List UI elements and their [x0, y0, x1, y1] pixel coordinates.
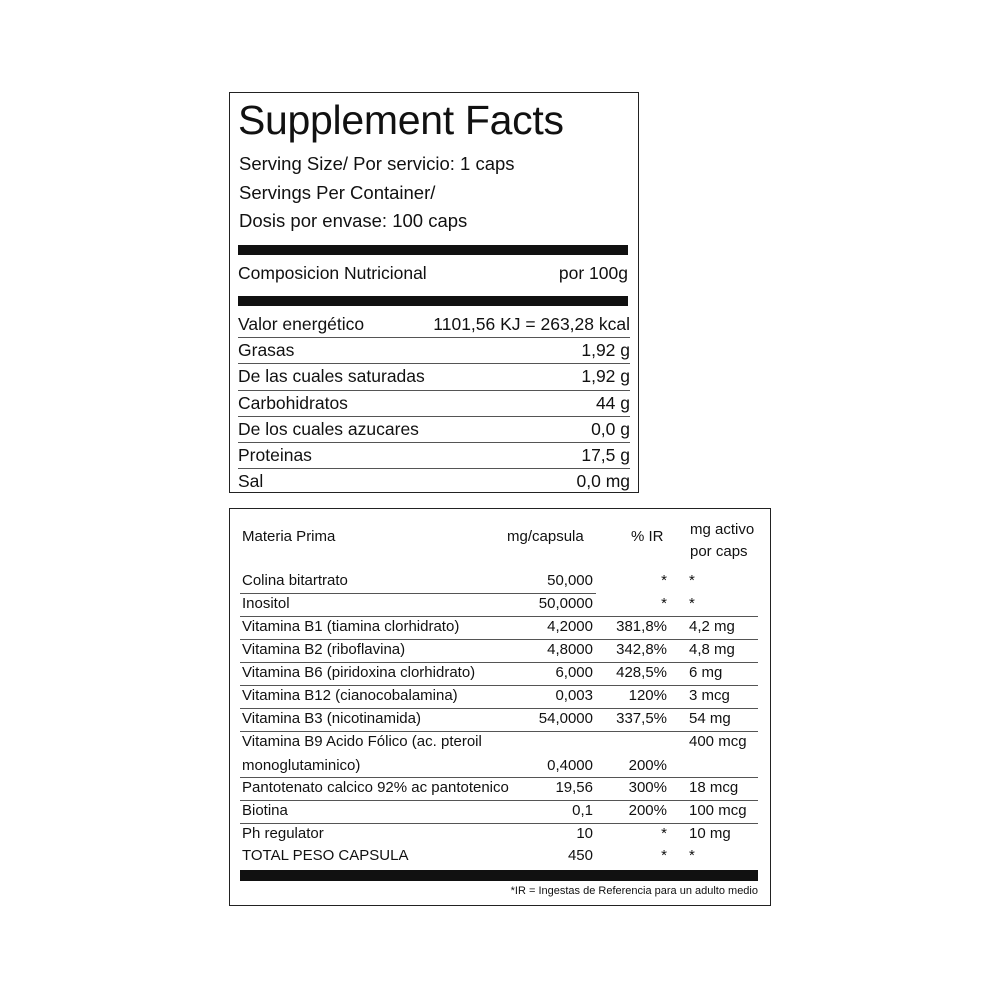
nutrient-name: De las cuales saturadas [238, 366, 425, 387]
ingredient-name: monoglutaminico) [242, 757, 361, 774]
nutrient-value: 44 g [595, 392, 630, 413]
ingredient-activo: 100 mcg [689, 802, 747, 819]
ingredient-activo: 400 mcg [689, 733, 747, 750]
composition-unit: por 100g [558, 263, 628, 283]
ingredient-name: Vitamina B9 Acido Fólico (ac. pteroil [242, 733, 482, 750]
facts-title: Supplement Facts [238, 97, 564, 143]
nutrient-name: Sal [238, 471, 264, 492]
ingredient-ir: 428,5% [616, 664, 667, 681]
ingredient-name: Inositol [242, 595, 290, 612]
ingredient-mg: 50,000 [547, 572, 593, 589]
ingredient-name: Vitamina B1 (tiamina clorhidrato) [242, 618, 460, 635]
ingredient-ir: 342,8% [616, 641, 667, 658]
ingredient-mg: 4,2000 [547, 618, 593, 635]
header-mg-capsula: mg/capsula [507, 528, 584, 545]
ingredient-name: Vitamina B3 (nicotinamida) [242, 710, 421, 727]
header-materia-prima: Materia Prima [242, 528, 336, 545]
ingredient-name: Biotina [242, 802, 288, 819]
ingredient-activo: 54 mg [689, 710, 731, 727]
ingredient-mg: 19,56 [555, 779, 593, 796]
nutrient-value: 17,5 g [581, 444, 630, 465]
row-divider [240, 708, 758, 709]
ingredient-mg: 50,0000 [538, 595, 593, 612]
ingredient-activo: 4,8 mg [689, 641, 735, 658]
nutrient-name: Proteinas [238, 444, 312, 465]
thick-divider [238, 245, 628, 255]
servings-per-container: Servings Per Container/ [239, 182, 436, 203]
ingredient-activo: 6 mg [689, 664, 723, 681]
ingredient-name: Ph regulator [242, 825, 324, 842]
nutrient-row [238, 417, 630, 443]
ingredient-mg: 0,003 [555, 687, 593, 704]
ingredient-activo: 18 mcg [689, 779, 739, 796]
ingredient-ir: 381,8% [616, 618, 667, 635]
nutrient-row [238, 469, 630, 494]
nutrient-row [238, 312, 630, 338]
row-divider [240, 731, 758, 732]
nutrient-value: 1101,56 KJ = 263,28 kcal [433, 314, 630, 334]
nutrient-row [238, 364, 630, 390]
row-divider [240, 616, 758, 617]
nutrient-value: 1,92 g [581, 340, 630, 361]
ingredient-mg: 0,4000 [547, 757, 593, 774]
row-divider [240, 593, 596, 594]
header-ir: % IR [631, 528, 664, 545]
thick-divider [238, 296, 628, 306]
ingredients-panel [229, 508, 771, 906]
ingredient-mg: 4,8000 [547, 641, 593, 658]
ingredient-ir: 200% [628, 802, 667, 819]
ingredient-ir: 200% [628, 757, 667, 774]
ingredient-activo: 4,2 mg [689, 618, 735, 635]
ingredient-name: Vitamina B12 (cianocobalamina) [242, 687, 458, 704]
row-divider [240, 823, 758, 824]
header-mg-activo: mg activo [690, 521, 755, 538]
ingredient-mg: 54,0000 [538, 710, 593, 727]
row-divider [240, 639, 758, 640]
ingredient-name: Vitamina B6 (piridoxina clorhidrato) [242, 664, 476, 681]
dosis-por-envase: Dosis por envase: 100 caps [239, 210, 468, 231]
footnote: *IR = Ingestas de Referencia para un adulto medio [510, 885, 758, 897]
nutrient-value: 1,92 g [581, 366, 630, 387]
ingredient-name: Colina bitartrato [242, 572, 348, 589]
nutrient-name: Valor energético [238, 314, 365, 334]
ingredient-mg: 0,1 [572, 802, 593, 819]
nutrient-name: Grasas [238, 340, 295, 361]
ingredient-mg: 450 [567, 847, 593, 864]
ingredient-name: TOTAL PESO CAPSULA [242, 847, 409, 864]
row-divider [240, 662, 758, 663]
ingredient-activo: * [689, 847, 695, 864]
ingredient-name: Vitamina B2 (riboflavina) [242, 641, 406, 658]
ingredient-activo: * [689, 572, 695, 589]
ingredient-ir: 337,5% [616, 710, 667, 727]
nutrient-row [238, 338, 630, 364]
row-divider [240, 685, 758, 686]
nutrient-name: De los cuales azucares [238, 418, 419, 439]
composition-label: Composicion Nutricional [238, 263, 427, 283]
ingredient-mg: 10 [576, 825, 593, 842]
nutrient-name: Carbohidratos [238, 392, 348, 413]
nutrient-value: 0,0 g [591, 418, 630, 439]
nutrition-table [238, 312, 630, 494]
thick-divider [240, 870, 758, 881]
header-por-caps: por caps [690, 543, 748, 560]
ingredient-mg: 6,000 [555, 664, 593, 681]
ingredient-ir: 300% [628, 779, 667, 796]
nutrient-row [238, 443, 630, 469]
supplement-facts-panel [229, 92, 639, 493]
ingredient-ir: 120% [628, 687, 667, 704]
ingredient-activo: 3 mcg [689, 687, 730, 704]
ingredient-name: Pantotenato calcico 92% ac pantotenico [242, 779, 509, 796]
nutrient-row [238, 391, 630, 417]
ingredient-ir: * [661, 847, 667, 864]
ingredient-ir: * [661, 572, 667, 589]
ingredient-activo: 10 mg [689, 825, 731, 842]
ingredient-activo: * [689, 595, 695, 612]
row-divider [240, 777, 758, 778]
nutrient-value: 0,0 mg [576, 471, 630, 492]
ingredient-ir: * [661, 595, 667, 612]
ingredient-ir: * [661, 825, 667, 842]
serving-size: Serving Size/ Por servicio: 1 caps [239, 153, 515, 174]
row-divider [240, 800, 758, 801]
